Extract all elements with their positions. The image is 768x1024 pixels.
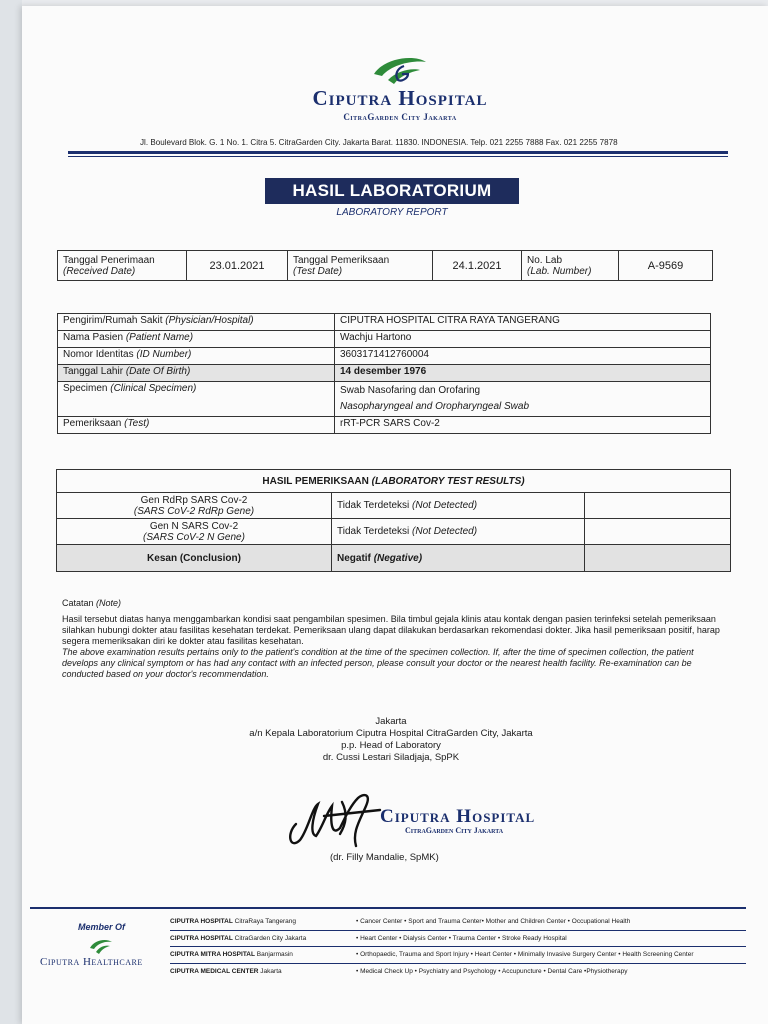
rdrp-result: Tidak Terdeteksi (Not Detected) <box>332 493 585 519</box>
note-text-id: Hasil tersebut diatas hanya menggambarkan kondisi saat pengambilan spesimen. Bila timbul gejala klinis atau kontak dengan pasien terinfeksi setelah pemeriksaan silahkan hubungi dokter atau fasilitas kesehatan terdekat. Pemeriksaan ulang dapat dilakukan berdasarkan rekomendasi dokter. Jika hasil pemeriksaan positif, harap segera memeriksakan diri ke dokter atau fasilitas kesehatan. <box>62 614 720 646</box>
result-row: Gen N SARS Cov-2 (SARS CoV-2 N Gene) Tidak Terdeteksi (Not Detected) <box>57 519 731 545</box>
hospital-address: Jl. Boulevard Blok. G. 1 No. 1. Citra 5. CitraGarden City. Jakarta Barat. 11830. INDONESIA. Telp. 021 2255 7888 Fax. 021 2255 7878 <box>140 137 618 147</box>
header-divider-thin <box>68 156 728 157</box>
patient-row: Tanggal Lahir (Date Of Birth) 14 desember 1976 <box>58 365 711 382</box>
group-logo-icon <box>88 936 114 956</box>
header-divider <box>68 151 728 154</box>
handwritten-signature-icon <box>282 784 392 854</box>
note-body <box>62 614 730 680</box>
conclusion-value: Negatif (Negative) <box>332 545 585 572</box>
conclusion-row <box>57 545 731 572</box>
lab-number-label: No. Lab (Lab. Number) <box>522 251 619 281</box>
scan-edge <box>0 0 22 1024</box>
hospital-logo-icon <box>368 52 432 88</box>
footer-hospital-row: CIPUTRA HOSPITAL CitraRaya Tangerang • Cancer Center • Sport and Trauma Center• Mother and Children Center • Occupational Health <box>170 914 746 931</box>
patient-name-value: Wachju Hartono <box>335 331 711 348</box>
patient-row: Pemeriksaan (Test) rRT-PCR SARS Cov-2 <box>58 417 711 434</box>
note-label: Catatan (Note) <box>62 598 122 608</box>
note-text-en: The above examination results pertains only to the patient's condition at the time of the specimen collection. If, after the time of specimen collection, the patient develops any clinical symptom or has had any contact with an infected person, please consult your doctor or the nearest health facility. Re-examination can be conducted based on your doctor's recommendation. <box>62 647 694 679</box>
id-number-value: 3603171412760004 <box>335 348 711 365</box>
lab-number-value: A-9569 <box>619 251 713 281</box>
report-title: HASIL LABORATORIUM <box>265 178 519 204</box>
footer-hospital-row: CIPUTRA HOSPITAL CitraGarden City Jakarta • Heart Center • Dialysis Center • Trauma Center • Stroke Ready Hospital <box>170 931 746 948</box>
stamp-hospital-name: Ciputra Hospital <box>380 806 536 827</box>
report-subtitle: LABORATORY REPORT <box>336 207 448 218</box>
result-row: Gen RdRp SARS Cov-2 (SARS CoV-2 RdRp Gene) Tidak Terdeteksi (Not Detected) <box>57 493 731 519</box>
n-gene-result: Tidak Terdeteksi (Not Detected) <box>332 519 585 545</box>
received-date-label: Tanggal Penerimaan (Received Date) <box>58 251 187 281</box>
patient-row: Specimen (Clinical Specimen) Swab Nasofaring dan Orofaring Nasopharyngeal and Oropharyngeal Swab <box>58 382 711 417</box>
hospital-name: Ciputra Hospital <box>312 86 488 110</box>
signature-block: Jakarta a/n Kepala Laboratorium Ciputra Hospital CitraGarden City, Jakarta p.p. Head of Laboratory dr. Cussi Lestari Siladjaja, SpPK <box>249 716 533 763</box>
specimen-value: Swab Nasofaring dan Orofaring Nasopharyngeal and Oropharyngeal Swab <box>335 382 711 417</box>
results-heading: HASIL PEMERIKSAAN (LABORATORY TEST RESULTS) <box>57 470 731 493</box>
stamp-hospital-sub: CitraGarden City Jakarta <box>405 826 504 835</box>
results-table <box>56 469 731 572</box>
test-date-value: 24.1.2021 <box>433 251 522 281</box>
member-of-label: Member Of <box>78 922 126 932</box>
group-name: Ciputra Healthcare <box>40 956 143 968</box>
patient-info-table <box>57 313 711 434</box>
physician-value: CIPUTRA HOSPITAL CITRA RAYA TANGERANG <box>335 314 711 331</box>
footer-hospital-list <box>170 914 746 979</box>
received-date-value: 23.01.2021 <box>187 251 288 281</box>
patient-row: Nama Pasien (Patient Name) Wachju Hartono <box>58 331 711 348</box>
footer-divider <box>30 907 746 909</box>
footer-hospital-row: CIPUTRA MITRA HOSPITAL Banjarmasin • Orthopaedic, Trauma and Sport Injury • Heart Center • Minimally Invasive Surgery Center • Health Screening Center <box>170 947 746 964</box>
test-value: rRT-PCR SARS Cov-2 <box>335 417 711 434</box>
test-date-label: Tanggal Pemeriksaan (Test Date) <box>288 251 433 281</box>
signer-name: (dr. Filly Mandalie, SpMK) <box>330 852 439 863</box>
dob-value: 14 desember 1976 <box>335 365 711 382</box>
footer-hospital-row: CIPUTRA MEDICAL CENTER Jakarta • Medical Check Up • Psychiatry and Psychology • Accupuncture • Dental Care •Physiotherapy <box>170 967 628 975</box>
patient-row: Nomor Identitas (ID Number) 3603171412760004 <box>58 348 711 365</box>
conclusion-label: Kesan (Conclusion) <box>57 545 332 572</box>
lab-info-table <box>57 250 713 281</box>
hospital-subtitle: CitraGarden City Jakarta <box>343 112 457 122</box>
patient-row: Pengirim/Rumah Sakit (Physician/Hospital) CIPUTRA HOSPITAL CITRA RAYA TANGERANG <box>58 314 711 331</box>
